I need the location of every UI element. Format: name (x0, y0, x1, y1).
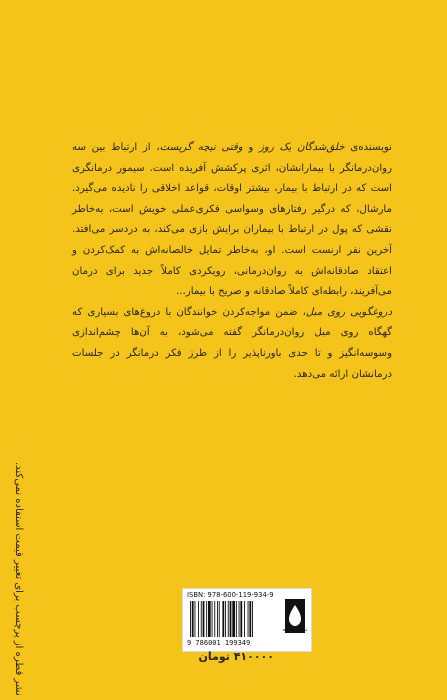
blurb-paragraph-1 (72, 138, 392, 303)
blurb-body-1: ، از ارتباط بین سه روان‌درمانگر با بیمارانشان، اثری پرکشش آفریده است. سیمور درمانگری است که در ارتباط با بیمار، بیشتر اوقات، قواعد اخلاقی را نادیده می‌گیرد. مارشال، که درگیر رفتارهای وسواسی فکری‌عملی خویش است، به‌خاطر نقشی که پول در ارتباط با بیماران برایش بازی می‌کند، به دردسر می‌افتد. آخرین نفر ارنست است. او، به‌خاطر تمایل خالصانه‌اش به کمک‌کردن و اعتقاد صادقانه‌اش به روان‌درمانی، رویکردی کاملاً جدید برای درمان می‌آفریند، رابطه‌ای کاملاً صادقانه و صریح با بیمار... (72, 142, 392, 298)
blurb-title-1: خلق‌شدگان یک روز (259, 142, 345, 153)
price-label: ۴۱۰۰۰۰ تومان (198, 650, 274, 663)
publisher-label: نشر قطره (282, 627, 308, 633)
blurb-mid: و (242, 142, 259, 153)
blurb-title-2: وقتی نیچه گریست (159, 142, 243, 153)
barcode-icon (189, 601, 277, 637)
qatreh-logo-icon (283, 599, 307, 643)
blurb-paragraph-2 (72, 303, 392, 385)
blurb-title-3: دروغگویی روی مبل (305, 306, 392, 318)
blurb-lead: نویسنده‌ی (344, 142, 392, 153)
book-blurb (72, 138, 392, 385)
blurb-body-2: ، ضمن مواجه‌کردن خوانندگان با دروغ‌های بسیاری که گهگاه روی مبل روان‌درمانگر گفته می‌شود، به آن‌ها چشم‌اندازی وسوسه‌انگیز و تا حدی باورناپذیر را از طرز فکر درمانگر در جلسات درمانشان ارائه می‌دهد. (72, 306, 392, 380)
isbn-label: ISBN: 978-600-119-934-9 (187, 591, 274, 599)
barcode-digits: 9 786001 199349 (187, 639, 251, 647)
price-sticker-note: نشر قطره از پرچسب برای تغییر قیمت استفاده نمی‌کند. (13, 462, 24, 696)
isbn-barcode-box (182, 588, 312, 652)
